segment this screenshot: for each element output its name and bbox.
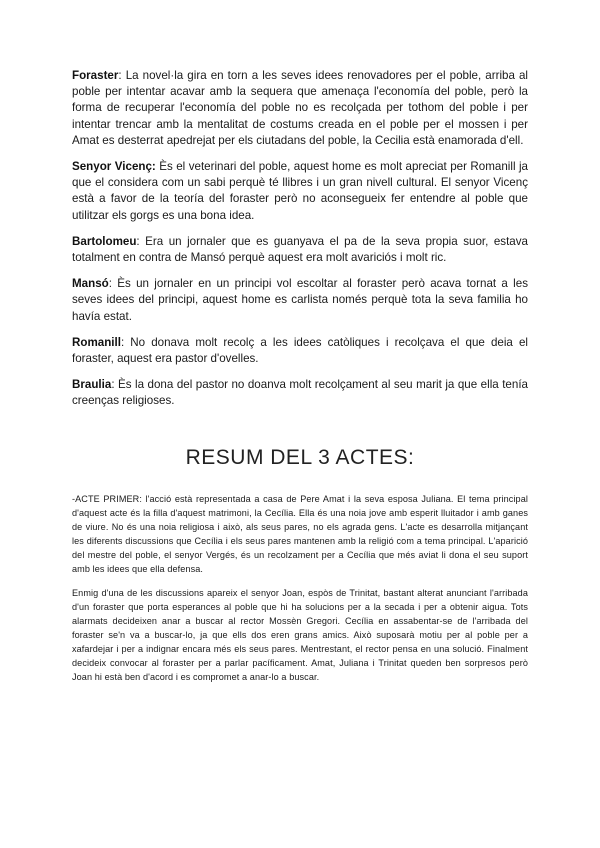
character-name: Bartolomeu [72,234,137,248]
character-name: Foraster [72,69,119,82]
character-entry-romanill [72,335,528,367]
character-entry-foraster [72,68,528,149]
character-description: : No donava molt recolç a les idees catòliques i recolçava el que deia el foraster, aquest era pastor d'ovelles. [72,335,528,366]
character-entry-manso [72,276,528,325]
character-entry-bartolomeu [72,234,528,266]
character-description: : La novel·la gira en torn a les seves idees renovadores per el poble, arriba al poble per intentar acavar amb la sequera que amenaça l'economía del poble, però la forma de recuperar l'economía del poble no es recolçada per tothom del poble i per intentar trencar amb la mentalitat de costums creada en el poble per el mossen i per Amat es desterrat apedrejat per els ciutadans del poble, la Cecilia està enamorada d'ell. [72,69,528,147]
character-name: Romanill [72,335,121,349]
summary-paragraph-discussion: Enmig d'una de les discussions apareix el senyor Joan, espòs de Trinitat, bastant alterat anunciant l'arribada d'un foraster que porta esperances al poble que hi ha solucions per a la secada i per a obtenir aigua. Tots alarmats decideixen anar a buscar al rector Mossèn Gregori. Cecília en assabentar-se de l'arribada del foraster se'n va a buscar-lo, ja que ells dos eren grans amics. Això suposarà motiu per al poble per a xafardejar i per a indignar encara més els seus pares. Mentrestant, el rector pensa en una solució. Finalment decideix convocar al foraster per a parlar pacíficament. Amat, Juliana i Trinitat queden ben sorpresos però Joan hi està ben d'acord i es compromet a anar-lo a buscar. [72,587,528,682]
summary-paragraph-act-one: -ACTE PRIMER: l'acció està representada a casa de Pere Amat i la seva esposa Juliana. El tema principal d'aquest acte és la filla d'aquest matrimoni, la Cecília. Ella és una noia jove amb esperit lluitador i amb ganes de viure. No és una noia religiosa i això, als seus pares, no els agrada gens. L'acte es desarrolla mitjançant les diferents discussions que Cecília i els seus pares mantenen amb la religió com a tema principal. L'aparició del mestre del poble, el senyor Vergés, és un recolzament per a Cecília que més aviat li dona el seu suport amb les idees que ella defensa. [72,493,528,574]
character-entry-senyor-vicenc [72,159,528,224]
character-description: : Era un jornaler que es guanyava el pa de la seva propia suor, estava totalment en contra de Mansó perquè aquest era molt avariciós i molt ric. [72,234,528,265]
character-entry-braulia [72,377,528,409]
character-description: : Ès un jornaler en un principi vol escoltar al foraster però acava tornat a les seves idees del principi, aquest home es carlista només perquè tota la seva familia ho havía estat. [72,277,528,323]
character-name: Senyor Vicenç: [72,160,156,174]
character-description: Ès el veterinari del poble, aquest home es molt apreciat per Romanill ja que el considera com un sabi perquè té llibres i un gran nivell cultural. El senyor Vicenç està a favor de la teoría del foraster però no aconsegueix fer entendre al poble que utilitzar els gorgs es una bona idea. [72,160,528,222]
character-name: Braulia [72,378,112,392]
summary-title: RESUM DEL 3 ACTES: [185,445,415,469]
character-description: : Ès la dona del pastor no doanva molt recolçament al seu marit ja que ella tenía creenças religioses. [72,378,528,408]
character-name: Mansó [72,277,109,291]
